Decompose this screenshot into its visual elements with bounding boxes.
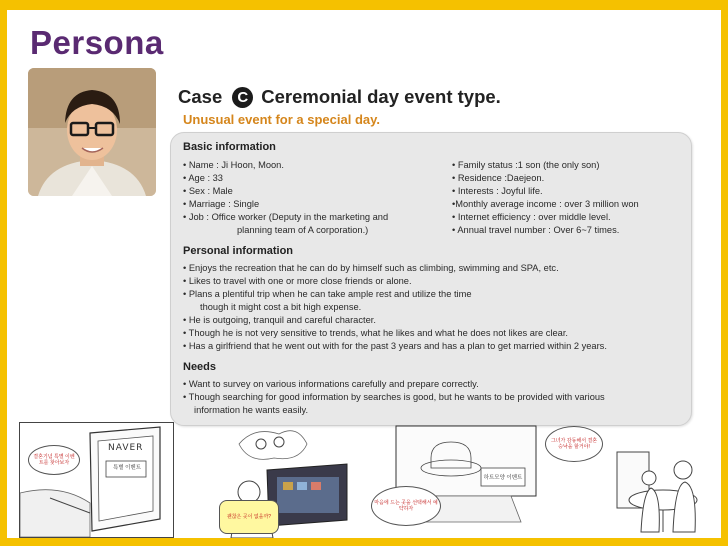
personal-line: • Plans a plentiful trip when he can take ample rest and utilize the time [183, 289, 472, 299]
basic-left-line: planning team of A corporation.) [237, 225, 369, 235]
storyboard [19, 422, 709, 538]
case-title [178, 86, 501, 108]
basic-right-line: • Annual travel number : Over 6~7 times. [452, 225, 620, 235]
personal-line: • Though he is not very sensitive to trends, what he likes and what he does not likes are clear. [183, 328, 568, 338]
storyboard-panel-3 [371, 422, 541, 538]
storyboard-panel-1 [19, 422, 174, 538]
needs-line: information he wants easily. [194, 405, 309, 415]
slide [7, 10, 721, 538]
persona-photo [28, 68, 156, 196]
case-badge: C [232, 87, 253, 108]
personal-heading: Personal information [183, 245, 294, 257]
panel1-speech-bubble: 결혼기념 특별 이벤트를 찾아보자 [28, 445, 80, 475]
storyboard-panel-4 [545, 422, 709, 538]
personal-line: • Has a girlfriend that he went out with for the past 3 years and has a plan to get married within 2 years. [183, 341, 607, 351]
basic-right-line: • Family status :1 son (the only son) [452, 160, 600, 170]
basic-left-line: • Age : 33 [183, 173, 223, 183]
basic-right-line: • Residence :Daejeon. [452, 173, 545, 183]
basic-left-line: • Job : Office worker (Deputy in the marketing and [183, 212, 389, 222]
needs-line: • Though searching for good information by searches is good, but he wants to be provided with various [183, 392, 605, 402]
basic-right-line: • Interests : Joyful life. [452, 186, 543, 196]
naver-logo: NAVER [108, 443, 144, 453]
basic-right-line: • Internet efficiency : over middle level. [452, 212, 611, 222]
storyboard-panel-2 [179, 422, 369, 538]
needs-line: • Want to survey on various informations carefully and prepare correctly. [183, 379, 479, 389]
basic-right-line: •Monthly average income : over 3 million won [452, 199, 639, 209]
case-label: Case [178, 86, 223, 107]
info-box [170, 132, 692, 426]
panel3-screen-text: 하트모양 이벤트 [483, 475, 523, 481]
basic-left-line: • Sex : Male [183, 186, 233, 196]
personal-line: • He is outgoing, tranquil and careful character. [183, 315, 376, 325]
panel1-screen-text: 특별 이벤트 [112, 465, 142, 471]
personal-line: • Enjoys the recreation that he can do by himself such as climbing, swimming and SPA, etc. [183, 263, 559, 273]
personal-line: • Likes to travel with one or more close friends or alone. [183, 276, 412, 286]
personal-line: though it might cost a bit high expense. [200, 302, 362, 312]
panel4-speech-bubble: 그녀가 감동해서 결혼 승낙을 할거야! [545, 426, 603, 462]
case-title-text: Ceremonial day event type. [261, 86, 501, 107]
basic-left-line: • Name : Ji Hoon, Moon. [183, 160, 284, 170]
page-title: Persona [30, 24, 164, 61]
panel2-speech-bubble: 괜찮은 곳이 없을까? [219, 500, 279, 534]
needs-heading: Needs [183, 361, 217, 373]
basic-heading: Basic information [183, 141, 276, 153]
basic-left-line: • Marriage : Single [183, 199, 260, 209]
panel3-speech-bubble: 마음에 드는 곳을 선택해서 예약하자 [371, 486, 441, 526]
case-subtitle: Unusual event for a special day. [183, 112, 380, 127]
